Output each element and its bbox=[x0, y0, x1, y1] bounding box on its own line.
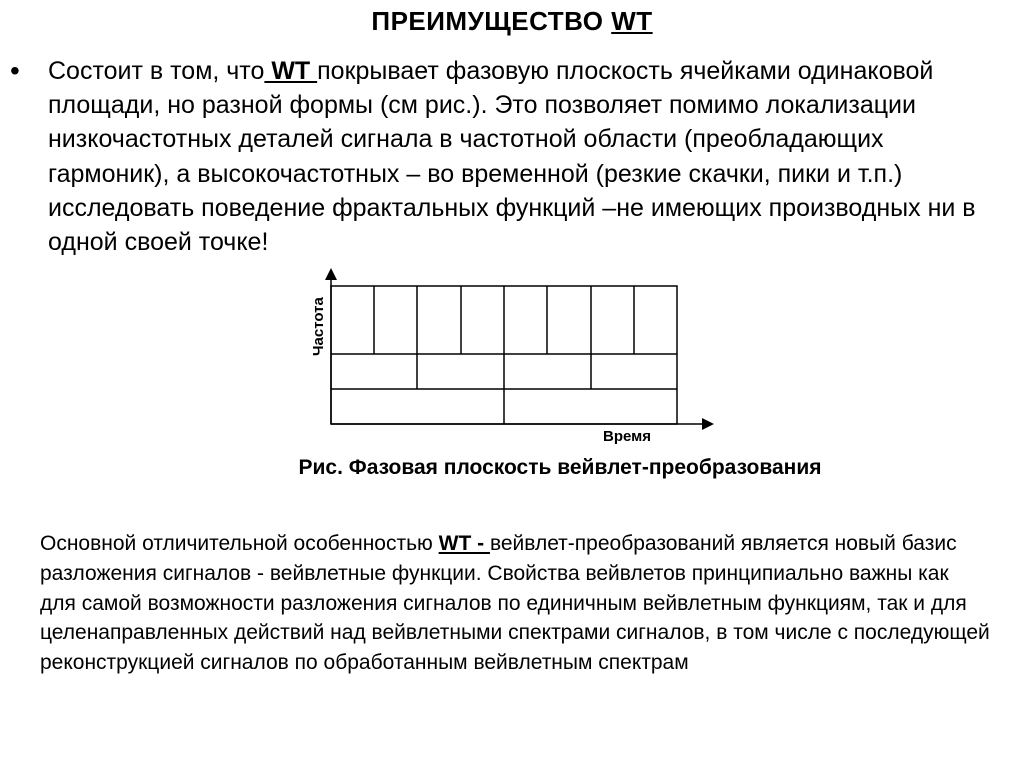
page-title bbox=[0, 6, 1024, 37]
phase-plane-figure bbox=[296, 264, 716, 454]
figure-caption: Рис. Фазовая плоскость вейвлет-преобразования bbox=[298, 456, 822, 479]
tiling-grid bbox=[331, 286, 677, 424]
y-axis-label: Частота bbox=[310, 297, 327, 356]
bullet-text-before: Состоит в том, что bbox=[48, 57, 265, 85]
para2-acronym: WT - bbox=[438, 532, 490, 555]
bullet-text-after: покрывает фазовую плоскость ячейками одинаковой площади, но разной формы (см рис.). Это позволяет помимо локализации низкочастотных деталей сигнала в частотной области (преобладающих гармоник), а высокочастотных – во временной (резкие скачки, пики и т.п.) исследовать поведение фрактальных функций –не имеющих производных ни в одной своей точке! bbox=[48, 57, 976, 257]
bullet-paragraph bbox=[48, 54, 978, 259]
title-acronym: WT bbox=[611, 6, 653, 36]
bullet-marker: • bbox=[10, 55, 20, 86]
x-axis-label: Время bbox=[603, 428, 651, 445]
second-paragraph bbox=[40, 529, 990, 678]
para2-text-before: Основной отличительной особенностью bbox=[40, 532, 439, 555]
para2-text-after: вейвлет-преобразований является новый базис разложения сигналов - вейвлетные функции. Свойства вейвлетов принципиально важны как для самой возможности разложения сигналов по единичным вейвлетным функциям, так и для целенаправленных действий над вейвлетными спектрами сигналов, в том числе с последующей реконструкцией сигналов по обработанным вейвлетным спектрам bbox=[40, 532, 990, 675]
title-prefix: ПРЕИМУЩЕСТВО bbox=[371, 6, 612, 36]
bullet-acronym: WT bbox=[264, 57, 318, 85]
